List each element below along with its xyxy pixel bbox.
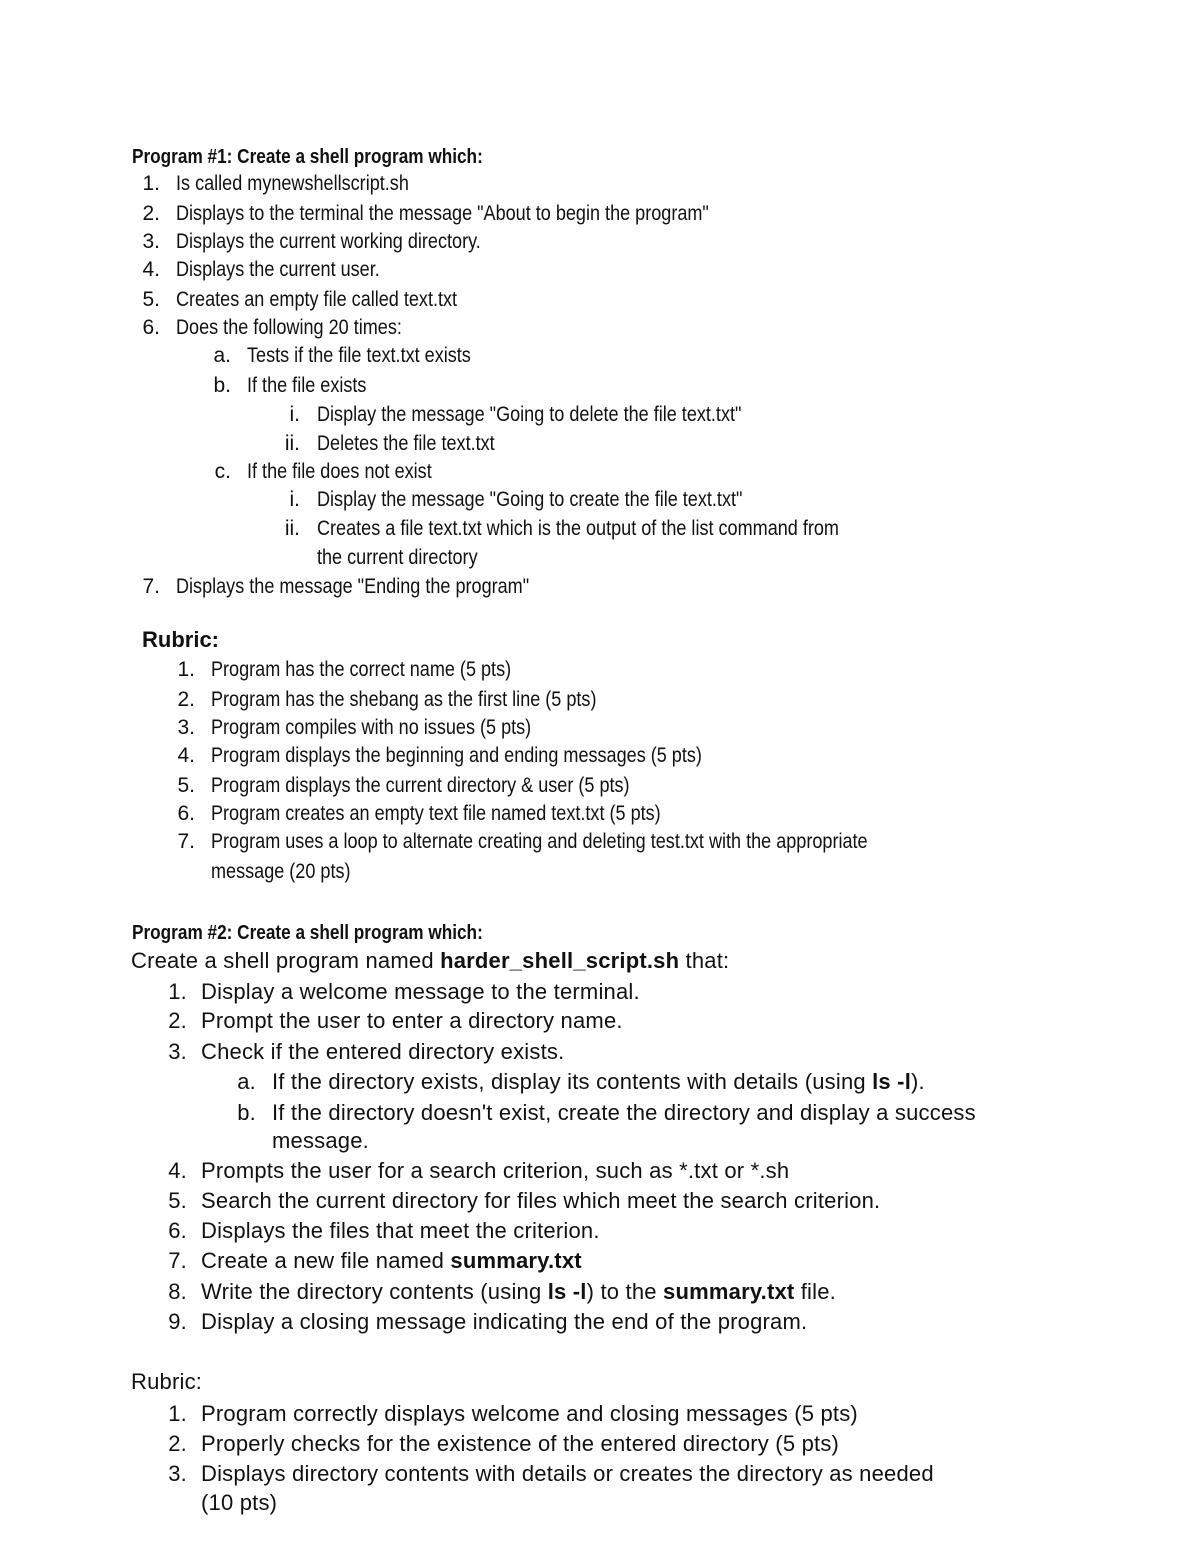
step-marker: 5. — [142, 288, 160, 311]
rubric-marker: 1. — [168, 1401, 187, 1426]
step-text: Display a closing message indicating the end of the program. — [201, 1309, 808, 1334]
substep-marker: b. — [237, 1100, 256, 1125]
rubric-item: Program compiles with no issues (5 pts) — [211, 716, 532, 739]
step-text: Displays the current working directory. — [176, 230, 481, 253]
step-marker: 6. — [142, 316, 160, 339]
step-text: Create a new file named summary.txt — [201, 1248, 582, 1273]
step-marker: 3. — [168, 1039, 187, 1064]
step-text: Creates an empty file called text.txt — [176, 288, 458, 311]
step-marker: 1. — [142, 172, 160, 195]
intro-text: that: — [679, 948, 730, 973]
program2-heading: Program #2: Create a shell program which: — [132, 922, 483, 944]
subsubstep-text: Creates a file text.txt which is the output of the list command from — [317, 517, 839, 540]
step-text: Displays the message "Ending the program" — [176, 575, 530, 598]
subsubstep-text: Display the message "Going to create the file text.txt" — [317, 488, 743, 511]
subsubstep-marker: i. — [289, 488, 300, 511]
step-text: Displays the current user. — [176, 258, 380, 281]
rubric-item: Program displays the current directory & user (5 pts) — [211, 774, 630, 797]
step-text: Displays to the terminal the message "About to begin the program" — [176, 202, 709, 225]
rubric-marker: 4. — [177, 744, 195, 767]
step-text: Check if the entered directory exists. — [201, 1039, 565, 1064]
rubric-item: Program uses a loop to alternate creating and deleting test.txt with the appropriate — [211, 830, 868, 853]
filename-text: summary.txt — [450, 1248, 582, 1273]
filename-text: summary.txt — [663, 1279, 795, 1304]
substep-marker: c. — [214, 460, 231, 483]
subsubstep-text: Display the message "Going to delete the file text.txt" — [317, 403, 742, 426]
step-text: Is called mynewshellscript.sh — [176, 172, 409, 195]
step-marker: 8. — [168, 1279, 187, 1304]
subsubstep-continuation: the current directory — [317, 546, 478, 569]
substep-text: If the directory exists, display its contents with details (using ls -l). — [272, 1069, 925, 1094]
step-marker: 3. — [142, 230, 160, 253]
subsubstep-marker: ii. — [284, 432, 300, 455]
rubric-marker: 3. — [168, 1461, 187, 1486]
substep-text: If the file does not exist — [247, 460, 432, 483]
program2-rubric-heading: Rubric: — [131, 1369, 203, 1394]
step-marker: 9. — [168, 1309, 187, 1334]
rubric-item: Program displays the beginning and ending messages (5 pts) — [211, 744, 702, 767]
step-marker: 5. — [168, 1188, 187, 1213]
program1-rubric-heading: Rubric: — [142, 627, 219, 652]
rubric-item: Program has the shebang as the first line (5 pts) — [211, 688, 597, 711]
rubric-marker: 2. — [168, 1431, 187, 1456]
step-text: Write the directory contents (using ls -l) to the summary.txt file. — [201, 1279, 836, 1304]
substep-marker: b. — [213, 374, 231, 397]
program1-heading: Program #1: Create a shell program which: — [132, 146, 483, 168]
substep-continuation: message. — [272, 1128, 369, 1153]
step-text: Displays the files that meet the criterion. — [201, 1218, 600, 1243]
rubric-item: Properly checks for the existence of the entered directory (5 pts) — [201, 1431, 840, 1456]
rubric-marker: 6. — [177, 802, 195, 825]
rubric-item: Program correctly displays welcome and closing messages (5 pts) — [201, 1401, 858, 1426]
substep-text: If the directory doesn't exist, create the directory and display a success — [272, 1100, 976, 1125]
substep-marker: a. — [213, 344, 231, 367]
step-marker: 7. — [142, 575, 160, 598]
rubric-item: Program creates an empty text file named text.txt (5 pts) — [211, 802, 661, 825]
rubric-item: Program has the correct name (5 pts) — [211, 658, 512, 681]
step-text: Prompts the user for a search criterion, such as *.txt or *.sh — [201, 1158, 790, 1183]
rubric-item-continuation: message (20 pts) — [211, 860, 351, 883]
program2-intro — [131, 947, 729, 975]
rubric-marker: 2. — [177, 688, 195, 711]
rubric-marker: 5. — [177, 774, 195, 797]
command-text: ls -l — [547, 1279, 587, 1304]
rubric-marker: 3. — [177, 716, 195, 739]
step-marker: 6. — [168, 1218, 187, 1243]
substep-text: Tests if the file text.txt exists — [247, 344, 471, 367]
substep-marker: a. — [237, 1069, 256, 1094]
step-marker: 2. — [142, 202, 160, 225]
script-filename: harder_shell_script.sh — [440, 948, 680, 973]
subsubstep-marker: ii. — [284, 517, 300, 540]
step-text: Search the current directory for files which meet the search criterion. — [201, 1188, 881, 1213]
subsubstep-text: Deletes the file text.txt — [317, 432, 495, 455]
step-text: Does the following 20 times: — [176, 316, 402, 339]
command-text: ls -l — [872, 1069, 912, 1094]
step-marker: 7. — [168, 1248, 187, 1273]
step-text: Prompt the user to enter a directory name. — [201, 1008, 623, 1033]
rubric-marker: 7. — [177, 830, 195, 853]
rubric-item-continuation: (10 pts) — [201, 1490, 278, 1515]
substep-text: If the file exists — [247, 374, 367, 397]
subsubstep-marker: i. — [289, 403, 300, 426]
rubric-item: Displays directory contents with details or creates the directory as needed — [201, 1461, 934, 1486]
rubric-marker: 1. — [177, 658, 195, 681]
step-marker: 4. — [168, 1158, 187, 1183]
intro-text: Create a shell program named — [131, 948, 441, 973]
step-marker: 4. — [142, 258, 160, 281]
step-marker: 2. — [168, 1008, 187, 1033]
step-text: Display a welcome message to the terminal. — [201, 979, 640, 1004]
step-marker: 1. — [168, 979, 187, 1004]
